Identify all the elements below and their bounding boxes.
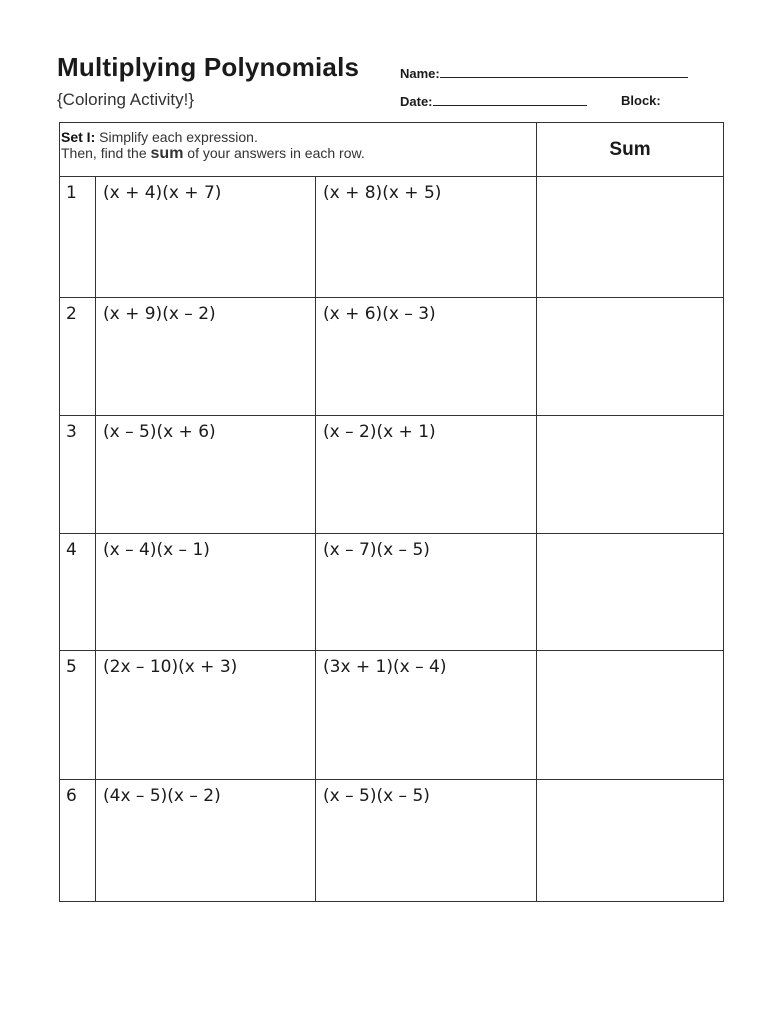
sum-answer-cell[interactable]: [537, 534, 724, 651]
instructions-cell: [60, 123, 537, 177]
sum-answer-cell[interactable]: [537, 651, 724, 780]
row-number: 2: [60, 298, 96, 416]
expression-a-cell[interactable]: (x – 4)(x – 1): [96, 534, 316, 651]
expression-b-cell[interactable]: (x + 6)(x – 3): [316, 298, 537, 416]
problem-row: [60, 298, 724, 416]
header-row: [60, 123, 724, 177]
set-label: Set I:: [61, 129, 96, 145]
instruction-line-2-start: Then, find the: [61, 145, 151, 161]
expression-b-cell[interactable]: (x – 2)(x + 1): [316, 416, 537, 534]
expression-a-cell[interactable]: (x + 4)(x + 7): [96, 177, 316, 298]
problem-row: [60, 177, 724, 298]
row-number: 3: [60, 416, 96, 534]
sum-answer-cell[interactable]: [537, 298, 724, 416]
expression-b-cell[interactable]: (3x + 1)(x – 4): [316, 651, 537, 780]
date-field: [400, 93, 587, 109]
row-number: 6: [60, 780, 96, 902]
expression-a-cell[interactable]: (2x – 10)(x + 3): [96, 651, 316, 780]
problem-row: [60, 416, 724, 534]
expression-a-cell[interactable]: (4x – 5)(x – 2): [96, 780, 316, 902]
sum-answer-cell[interactable]: [537, 416, 724, 534]
expression-a-cell[interactable]: (x + 9)(x – 2): [96, 298, 316, 416]
expression-b-cell[interactable]: (x – 5)(x – 5): [316, 780, 537, 902]
block-label: Block:: [621, 93, 661, 108]
name-blank-line[interactable]: [440, 65, 688, 78]
expression-a-cell[interactable]: (x – 5)(x + 6): [96, 416, 316, 534]
expression-b-cell[interactable]: (x + 8)(x + 5): [316, 177, 537, 298]
row-number: 1: [60, 177, 96, 298]
problem-row: [60, 780, 724, 902]
page-subtitle: {Coloring Activity!}: [57, 90, 195, 109]
instruction-line-2-end: of your answers in each row.: [183, 145, 365, 161]
row-number: 4: [60, 534, 96, 651]
problem-row: [60, 651, 724, 780]
worksheet-table: [59, 122, 724, 902]
page-title: Multiplying Polynomials: [57, 52, 360, 82]
sum-header: Sum: [537, 123, 724, 177]
name-field: [400, 65, 688, 81]
date-blank-line[interactable]: [433, 93, 587, 106]
sum-answer-cell[interactable]: [537, 780, 724, 902]
name-label: Name:: [400, 66, 440, 81]
instruction-line-1: Simplify each expression.: [95, 129, 258, 145]
row-number: 5: [60, 651, 96, 780]
expression-b-cell[interactable]: (x – 7)(x – 5): [316, 534, 537, 651]
sum-answer-cell[interactable]: [537, 177, 724, 298]
date-label: Date:: [400, 94, 433, 109]
problem-row: [60, 534, 724, 651]
instruction-sum-word: sum: [150, 145, 184, 162]
block-field: [621, 93, 661, 108]
